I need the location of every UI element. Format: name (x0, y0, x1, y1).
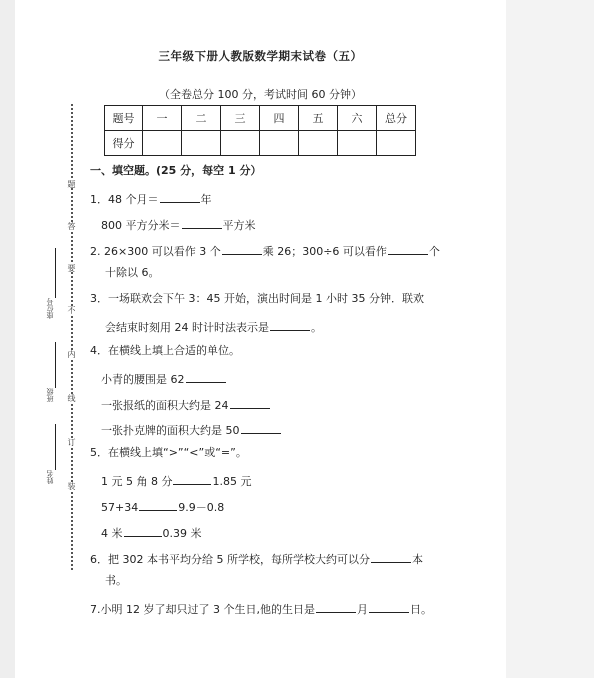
text: 1 元 5 角 8 分 (101, 475, 173, 488)
binding-char: 装 (67, 482, 76, 490)
answer-blank[interactable] (139, 498, 177, 511)
text: 日。 (409, 603, 432, 616)
seat-number-line (55, 248, 56, 298)
answer-blank[interactable] (222, 242, 262, 255)
answer-blank[interactable] (371, 550, 411, 563)
question-4b (101, 396, 271, 413)
question-1a (90, 190, 212, 207)
question-5a (101, 472, 251, 489)
text: 800 平方分米＝ (101, 219, 181, 232)
exam-page (15, 0, 506, 678)
binding-char: 答 (67, 222, 76, 230)
text: 本 (411, 553, 423, 566)
question-3: 3．一场联欢会下午 3：45 开始，演出时间是 1 小时 35 分钟．联欢 (90, 292, 424, 305)
question-5: 5．在横线上填“>”“<”或“=”。 (90, 446, 247, 459)
question-4a (101, 370, 227, 387)
score-table-cell: 题号 (105, 106, 143, 131)
score-table-cell: 三 (221, 106, 260, 131)
answer-blank[interactable] (270, 318, 310, 331)
question-3-cont (105, 318, 322, 335)
text: 2. 26×300 可以看作 3 个 (90, 245, 221, 258)
text: 。 (311, 321, 322, 334)
binding-char: 订 (67, 438, 76, 446)
text: 会结束时刻用 24 时计时法表示是 (105, 321, 269, 334)
score-table-cell: 二 (182, 106, 221, 131)
score-input-cell[interactable] (299, 131, 338, 156)
answer-blank[interactable] (182, 216, 222, 229)
name-label: 姓名 (46, 470, 54, 484)
name-line (55, 424, 56, 470)
section-heading: 一、填空题。(25 分，每空 1 分） (90, 164, 262, 177)
score-table-cell: 四 (260, 106, 299, 131)
text: 57+34 (101, 501, 139, 514)
text: 小青的腰围是 62 (101, 373, 185, 386)
answer-blank[interactable] (186, 370, 226, 383)
page-subtitle: （全卷总分 100 分，考试时间 60 分钟） (159, 88, 362, 101)
answer-blank[interactable] (388, 242, 428, 255)
text: 1．48 个月＝ (90, 193, 159, 206)
score-input-cell[interactable] (260, 131, 299, 156)
text: 6．把 302 本书平均分给 5 所学校，每所学校大约可以分 (90, 553, 370, 566)
score-table-header-row (105, 106, 416, 131)
binding-char: 线 (67, 394, 76, 402)
text: 4 米 (101, 527, 123, 540)
question-6 (90, 550, 423, 567)
answer-blank[interactable] (173, 472, 211, 485)
class-line (55, 342, 56, 388)
text: 一张扑克牌的面积大约是 50 (101, 424, 240, 437)
page-title: 三年级下册人教版数学期末试卷（五） (158, 49, 363, 63)
score-table-score-row (105, 131, 416, 156)
binding-char: 不 (67, 306, 76, 314)
score-table-cell: 总分 (377, 106, 416, 131)
question-7 (90, 600, 432, 617)
text: 1.85 元 (212, 475, 252, 488)
text: 7.小明 12 岁了却只过了 3 个生日,他的生日是 (90, 603, 315, 616)
question-2 (90, 242, 440, 259)
text: 乘 26；300÷6 可以看作 (262, 245, 387, 258)
binding-char: 内 (67, 350, 76, 358)
text: 9.9－0.8 (178, 501, 225, 514)
binding-char: 要 (67, 264, 76, 272)
text: 月 (356, 603, 368, 616)
score-table (104, 105, 416, 156)
score-table-cell: 六 (338, 106, 377, 131)
answer-blank[interactable] (124, 524, 162, 537)
score-input-cell[interactable] (377, 131, 416, 156)
binding-dotted-line (71, 104, 73, 570)
score-input-cell[interactable] (182, 131, 221, 156)
question-6-cont: 书。 (105, 574, 127, 587)
text: 平方米 (222, 219, 256, 232)
class-label: 班级 (46, 388, 54, 402)
text: 一张报纸的面积大约是 24 (101, 399, 229, 412)
score-input-cell[interactable] (338, 131, 377, 156)
question-4c (101, 421, 282, 438)
text: 年 (200, 193, 212, 206)
answer-blank[interactable] (160, 190, 200, 203)
score-table-cell: 一 (143, 106, 182, 131)
answer-blank[interactable] (316, 600, 356, 613)
score-input-cell[interactable] (221, 131, 260, 156)
answer-blank[interactable] (230, 396, 270, 409)
text: 0.39 米 (162, 527, 202, 540)
answer-blank[interactable] (241, 421, 281, 434)
text: 个 (428, 245, 440, 258)
score-input-cell[interactable] (143, 131, 182, 156)
viewer-background (506, 0, 594, 678)
seat-number-label: 座位号 (46, 298, 54, 319)
score-table-cell: 五 (299, 106, 338, 131)
question-1b (101, 216, 256, 233)
answer-blank[interactable] (369, 600, 409, 613)
question-5c (101, 524, 202, 541)
score-table-cell: 得分 (105, 131, 143, 156)
binding-char: 题 (67, 180, 76, 188)
question-4: 4．在横线上填上合适的单位。 (90, 344, 240, 357)
question-5b (101, 498, 224, 515)
question-2-cont: 十除以 6。 (105, 266, 160, 279)
